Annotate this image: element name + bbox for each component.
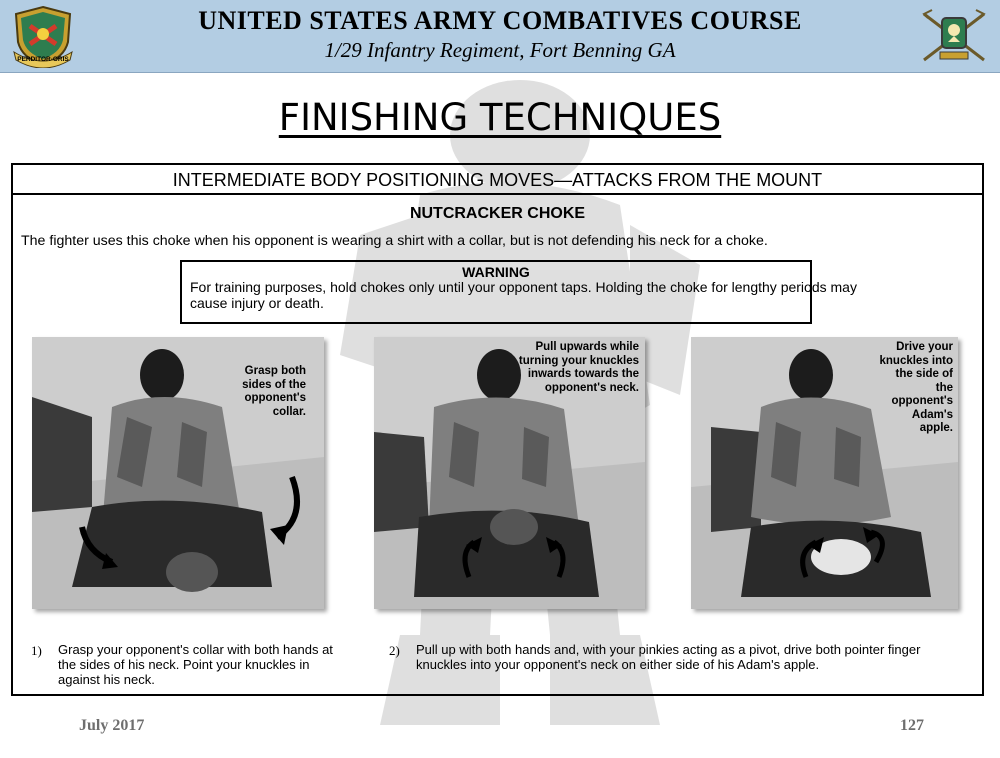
crest-motto: PERDITOR-ORIS (17, 56, 69, 63)
technique-photo-1 (32, 337, 324, 609)
course-title: UNITED STATES ARMY COMBATIVES COURSE (198, 6, 802, 35)
photo-2-caption: Pull upwards while turning your knuckles inwards towards the opponent's neck. (518, 341, 639, 394)
step-2-number: 2) (389, 643, 400, 658)
unit-subtitle: 1/29 Infantry Regiment, Fort Benning GA (324, 38, 676, 62)
warning-box (180, 260, 857, 324)
page-number: 127 (900, 717, 924, 734)
technique-photo-2 (374, 337, 645, 609)
photo-3-caption: Drive your knuckles into the side of the opponent's Adam's apple. (879, 341, 953, 434)
step-2-text: Pull up with both hands and, with your pinkies acting as a pivot, drive both pointer finger knuckles into your opponent's neck on either side of his Adam's apple. (416, 642, 921, 672)
footer-date: July 2017 (79, 717, 145, 734)
header-band (0, 0, 1000, 73)
warning-text: For training purposes, hold chokes only until your opponent taps. Holding the choke for lengthy periods may cause injury or death. (190, 279, 857, 311)
technique-frame (11, 163, 984, 696)
step-1-text: Grasp your opponent's collar with both hands at the sides of his neck. Point your knuckles in against his neck. (58, 642, 333, 687)
step-1-number: 1) (31, 643, 42, 658)
infantry-school-insignia-icon (918, 6, 990, 68)
warning-title: WARNING (462, 264, 530, 280)
technique-name: NUTCRACKER CHOKE (409, 205, 586, 222)
technique-photo-3 (691, 337, 958, 609)
page-title: FINISHING TECHNIQUES (278, 96, 722, 139)
photo-1-caption: Grasp both sides of the opponent's collar. (242, 365, 306, 418)
technique-intro: The fighter uses this choke when his opponent is wearing a shirt with a collar, but is not defending his neck for a choke. (21, 233, 768, 249)
section-heading: INTERMEDIATE BODY POSITIONING MOVES—ATTACKS FROM THE MOUNT (13, 165, 982, 195)
